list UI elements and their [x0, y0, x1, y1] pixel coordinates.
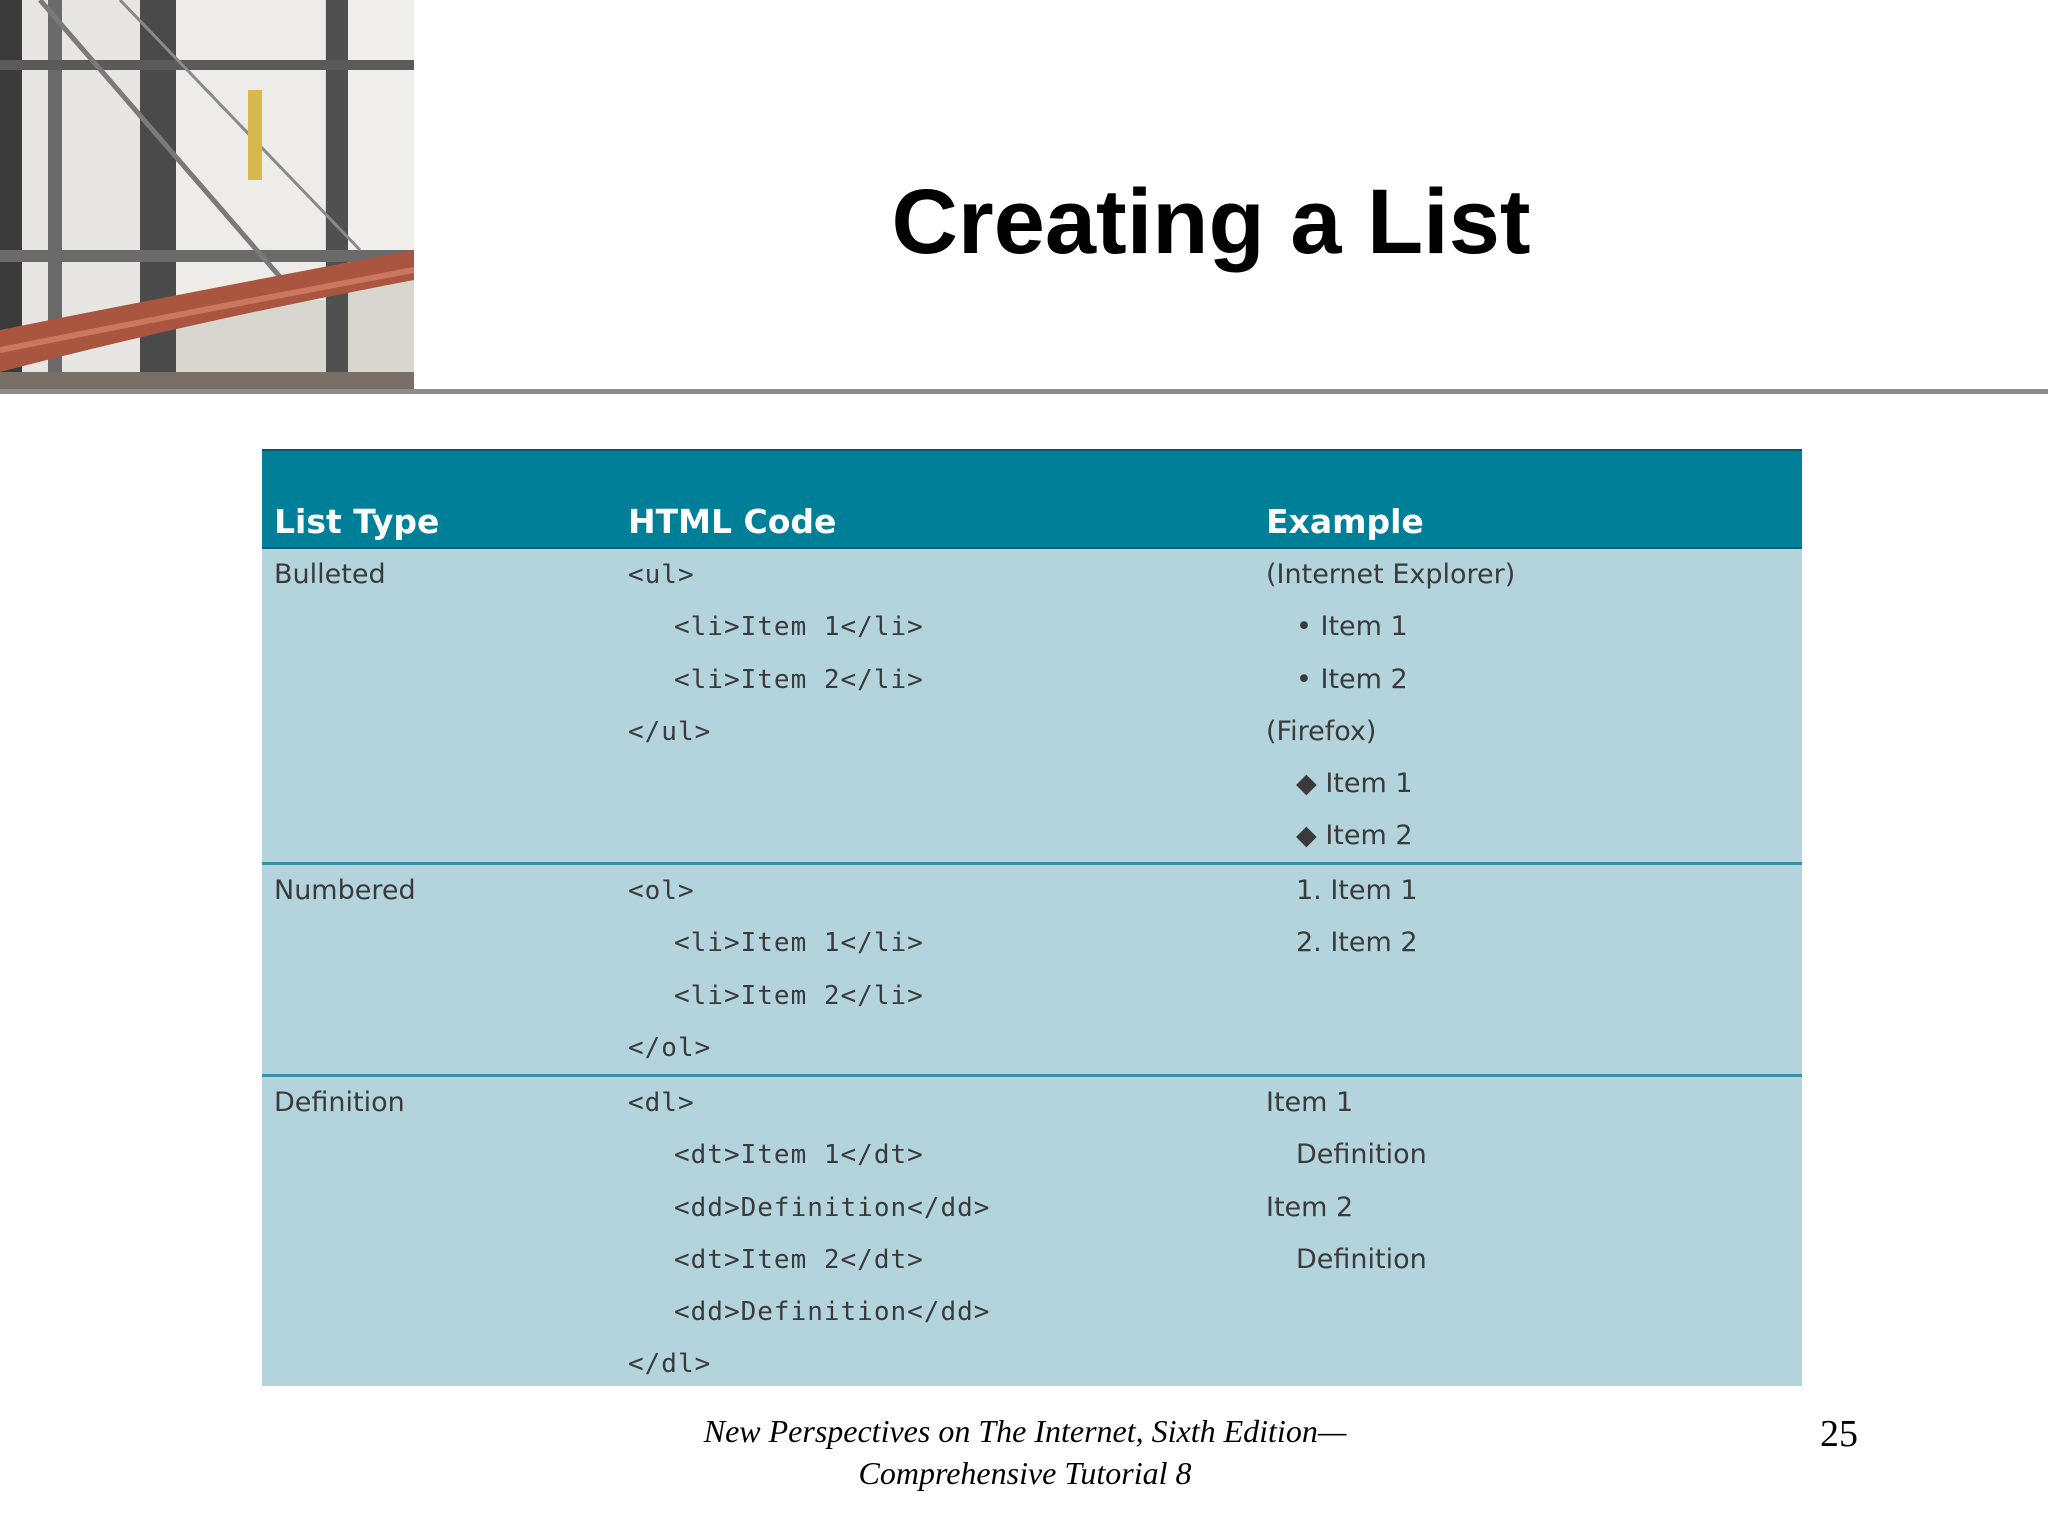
list-type-cell: Bulleted: [274, 559, 386, 590]
code-line: <dd>Definition</dd>: [674, 1192, 991, 1223]
table-header: [262, 451, 1802, 549]
list-type-cell: Numbered: [274, 875, 416, 906]
code-line: <ol>: [628, 876, 695, 906]
example-line: (Firefox): [1266, 715, 1377, 747]
slide-title: Creating a List: [891, 171, 1531, 273]
header-html-code: HTML Code: [628, 502, 837, 541]
code-line: </ol>: [628, 1032, 712, 1063]
example-line: Definition: [1296, 1139, 1427, 1171]
code-line: <li>Item 1</li>: [674, 928, 924, 959]
code-line: <dt>Item 2</dt>: [674, 1244, 924, 1275]
page-number: 25: [1820, 1413, 1858, 1455]
footer-line: New Perspectives on The Internet, Sixth Edition—: [703, 1413, 1347, 1449]
example-line: • Item 1: [1296, 611, 1408, 643]
example-line: (Internet Explorer): [1266, 559, 1516, 590]
table-row-bulleted: [262, 549, 1802, 865]
list-types-table: [262, 449, 1802, 1386]
example-line: 2. Item 2: [1296, 927, 1418, 959]
list-type-cell: Definition: [274, 1087, 405, 1118]
code-line: <dd>Definition</dd>: [674, 1297, 991, 1328]
table-row-definition: [262, 1077, 1802, 1391]
table-row-numbered: [262, 865, 1802, 1077]
code-line: <li>Item 1</li>: [674, 612, 924, 643]
corner-photo: [0, 0, 414, 392]
code-line: <li>Item 2</li>: [674, 980, 924, 1011]
code-line: </dl>: [628, 1349, 712, 1380]
slide-footer: [560, 1410, 1490, 1494]
header-list-type: List Type: [274, 502, 440, 541]
code-line: <dl>: [628, 1088, 695, 1118]
example-line: 1. Item 1: [1296, 875, 1418, 906]
example-line: Item 1: [1266, 1087, 1354, 1118]
code-line: </ul>: [628, 716, 712, 747]
header-example: Example: [1266, 502, 1424, 541]
code-line: <ul>: [628, 560, 695, 590]
footer-line: Comprehensive Tutorial 8: [858, 1455, 1192, 1491]
example-line: ◆ Item 2: [1296, 820, 1413, 852]
code-line: <li>Item 2</li>: [674, 664, 924, 695]
code-line: <dt>Item 1</dt>: [674, 1140, 924, 1171]
example-line: Item 2: [1266, 1191, 1354, 1223]
title-divider: [0, 389, 2048, 394]
example-line: ◆ Item 1: [1296, 768, 1413, 800]
example-line: Definition: [1296, 1243, 1427, 1275]
example-line: • Item 2: [1296, 663, 1408, 695]
